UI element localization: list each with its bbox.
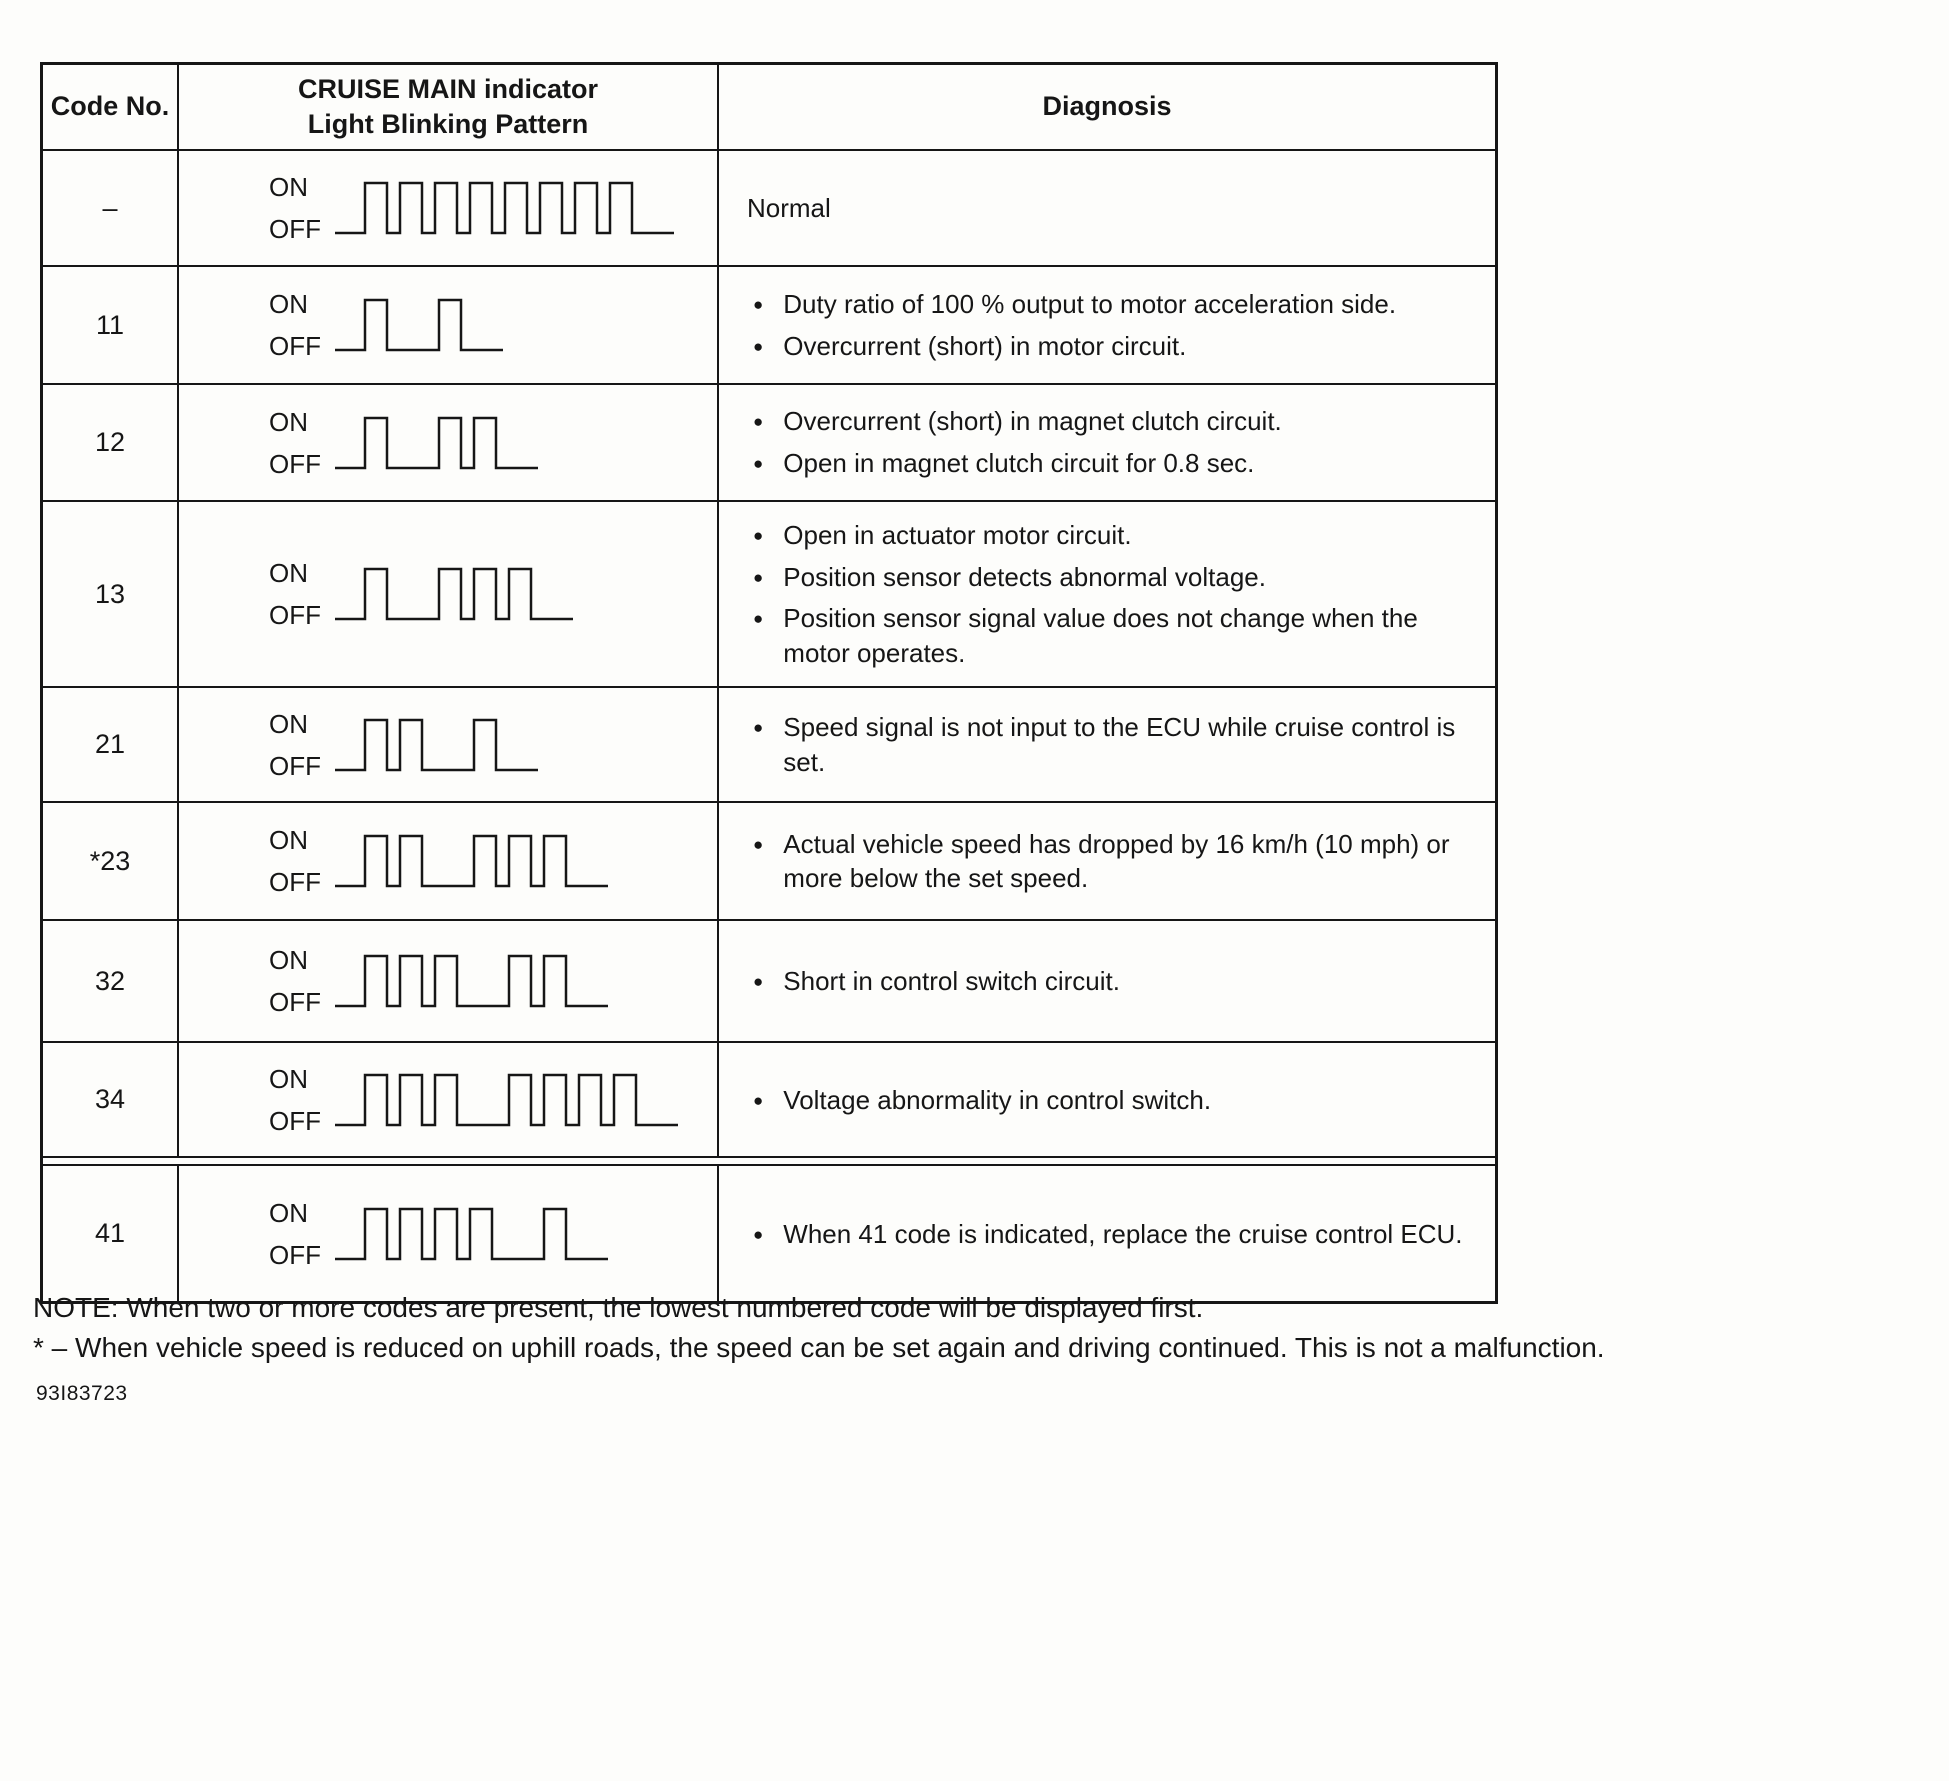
waveform-labels — [269, 708, 321, 781]
diagnosis-text: Speed signal is not input to the ECU while cruise control is set. — [783, 712, 1456, 777]
waveform-on-label: ON — [269, 1063, 308, 1094]
table-row — [43, 151, 1495, 265]
blink-pattern-waveform — [331, 712, 542, 778]
waveform-labels — [269, 1197, 321, 1270]
diagnosis-cell — [719, 1166, 1495, 1301]
diagnosis-text: Open in magnet clutch circuit for 0.8 sec. — [783, 448, 1255, 478]
waveform-off-label: OFF — [269, 1239, 321, 1270]
waveform-on-label: ON — [269, 825, 308, 856]
diagnosis-cell — [719, 502, 1495, 686]
bullet-icon: ● — [753, 609, 764, 629]
waveform-labels — [269, 825, 321, 898]
waveform-off-label: OFF — [269, 987, 321, 1018]
diagnosis-list — [747, 287, 1481, 363]
waveform-labels — [269, 174, 321, 242]
waveform-labels — [269, 406, 321, 479]
table-row — [43, 919, 1495, 1041]
diagnosis-cell — [719, 1043, 1495, 1156]
diagnosis-cell — [719, 803, 1495, 919]
blink-pattern-waveform — [331, 828, 612, 894]
code-value: 32 — [94, 965, 126, 996]
diagnosis-item — [747, 827, 1481, 896]
diagnosis-item — [747, 710, 1481, 779]
header-diagnosis — [719, 65, 1495, 149]
diagnosis-list — [747, 1083, 1481, 1118]
table-row — [43, 383, 1495, 500]
diagnosis-cell — [719, 921, 1495, 1041]
diagnosis-cell — [719, 688, 1495, 801]
diagnosis-item — [747, 446, 1481, 481]
pattern-cell — [179, 1043, 719, 1156]
waveform-on-label: ON — [269, 558, 308, 589]
code-cell — [43, 688, 179, 801]
diagnosis-text: Normal — [747, 192, 831, 223]
diagnosis-item — [747, 1217, 1481, 1252]
bullet-icon: ● — [753, 567, 764, 587]
diagnosis-item — [747, 287, 1481, 322]
code-cell — [43, 921, 179, 1041]
bullet-icon: ● — [753, 336, 764, 356]
bullet-icon: ● — [753, 718, 764, 738]
blink-pattern-waveform — [331, 175, 678, 241]
waveform-off-label: OFF — [269, 867, 321, 898]
waveform-on-label: ON — [269, 172, 308, 202]
diagnosis-item — [747, 1083, 1481, 1118]
diagnosis-item — [747, 964, 1481, 999]
pattern-cell — [179, 688, 719, 801]
code-cell — [43, 267, 179, 383]
bullet-icon: ● — [753, 294, 764, 314]
note-asterisk: * – When vehicle speed is reduced on uphill roads, the speed can be set again and driving continued. This is not a malfunction. — [33, 1331, 1605, 1363]
diagnosis-list — [747, 827, 1481, 896]
waveform-off-label: OFF — [269, 214, 321, 244]
code-value: *23 — [89, 845, 131, 876]
diagnosis-cell — [719, 151, 1495, 265]
footnotes — [33, 1288, 1913, 1368]
diagnosis-text: Short in control switch circuit. — [783, 966, 1120, 997]
table-row — [43, 265, 1495, 383]
diagnosis-item — [747, 518, 1481, 553]
waveform-off-label: OFF — [269, 448, 321, 479]
bullet-icon: ● — [753, 526, 764, 545]
waveform-on-label: ON — [269, 945, 308, 976]
bullet-icon: ● — [753, 412, 764, 432]
blink-pattern-waveform — [331, 1201, 612, 1267]
bullet-icon: ● — [753, 1090, 764, 1110]
diagnosis-list — [747, 1217, 1481, 1252]
pattern-cell — [179, 385, 719, 500]
code-cell — [43, 151, 179, 265]
diagnosis-item — [747, 560, 1481, 595]
diagnosis-text: Overcurrent (short) in motor circuit. — [783, 330, 1187, 361]
code-value: 11 — [95, 309, 125, 340]
waveform-labels — [269, 291, 321, 359]
bullet-icon: ● — [753, 454, 764, 473]
bullet-icon: ● — [753, 834, 764, 854]
code-value: 13 — [94, 578, 126, 609]
diagnosis-cell — [719, 267, 1495, 383]
waveform-labels — [269, 1063, 321, 1136]
code-cell — [43, 1043, 179, 1156]
header-diagnosis-label: Diagnosis — [1042, 91, 1172, 122]
blink-pattern-waveform — [331, 410, 542, 476]
waveform-off-label: OFF — [269, 750, 321, 781]
pattern-cell — [179, 502, 719, 686]
diagnosis-list — [747, 518, 1481, 670]
code-value: – — [102, 192, 118, 223]
table-row — [43, 1041, 1495, 1156]
pattern-cell — [179, 267, 719, 383]
table-row — [43, 1164, 1495, 1301]
header-code-no — [43, 65, 179, 149]
bullet-icon: ● — [753, 1224, 764, 1244]
code-cell — [43, 803, 179, 919]
diagnosis-item — [747, 191, 1481, 226]
code-cell — [43, 385, 179, 500]
diagnosis-text: Position sensor detects abnormal voltage. — [783, 561, 1266, 592]
diagnosis-item — [747, 329, 1481, 364]
header-blinking-pattern — [179, 65, 719, 149]
code-value: 12 — [94, 427, 126, 457]
code-value: 34 — [94, 1084, 126, 1115]
diagnosis-text: Open in actuator motor circuit. — [783, 520, 1132, 550]
diagnosis-text: When 41 code is indicated, replace the cruise control ECU. — [783, 1218, 1463, 1249]
header-code-no-label: Code No. — [50, 91, 170, 122]
table-body — [43, 151, 1495, 1301]
waveform-off-label: OFF — [269, 600, 321, 631]
header-pattern-line2: Light Blinking Pattern — [307, 109, 589, 139]
blink-pattern-waveform — [331, 1067, 682, 1133]
diagnosis-item — [747, 404, 1481, 439]
diagnostic-code-table — [40, 62, 1498, 1304]
diagnosis-list — [747, 710, 1481, 779]
blink-pattern-waveform — [331, 561, 577, 627]
pattern-cell — [179, 151, 719, 265]
document-number: 93I83723 — [36, 1382, 128, 1405]
diagnosis-list — [747, 964, 1481, 999]
code-cell — [43, 502, 179, 686]
note-lowest-code: NOTE: When two or more codes are present, the lowest numbered code will be displayed first. — [33, 1292, 1204, 1323]
waveform-on-label: ON — [269, 708, 308, 739]
waveform-off-label: OFF — [269, 331, 321, 361]
diagnosis-list — [747, 404, 1481, 480]
diagnosis-text: Overcurrent (short) in magnet clutch circuit. — [783, 406, 1282, 437]
table-header-row — [43, 65, 1495, 151]
blink-pattern-waveform — [331, 948, 612, 1014]
waveform-labels — [269, 945, 321, 1018]
code-value: 41 — [94, 1218, 126, 1249]
waveform-labels — [269, 558, 321, 631]
table-row — [43, 801, 1495, 919]
code-cell — [43, 1166, 179, 1301]
diagnosis-text: Actual vehicle speed has dropped by 16 km/h (10 mph) or more below the set speed. — [783, 828, 1450, 894]
pattern-cell — [179, 921, 719, 1041]
table-row — [43, 686, 1495, 801]
code-value: 21 — [94, 729, 126, 760]
diagnosis-cell — [719, 385, 1495, 500]
table-row — [43, 500, 1495, 686]
waveform-on-label: ON — [269, 289, 308, 319]
diagnosis-item — [747, 601, 1481, 670]
header-pattern-line1: CRUISE MAIN indicator — [297, 73, 599, 104]
diagnosis-text: Duty ratio of 100 % output to motor acceleration side. — [783, 288, 1397, 319]
diagnosis-text: Voltage abnormality in control switch. — [783, 1084, 1212, 1115]
waveform-on-label: ON — [269, 406, 308, 437]
blink-pattern-waveform — [331, 292, 507, 358]
pattern-cell — [179, 1166, 719, 1301]
bullet-icon: ● — [753, 972, 764, 992]
waveform-on-label: ON — [269, 1197, 308, 1228]
diagnosis-list — [747, 191, 1481, 226]
pattern-cell — [179, 803, 719, 919]
waveform-off-label: OFF — [269, 1105, 321, 1136]
diagnosis-text: Position sensor signal value does not change when the motor operates. — [783, 603, 1418, 668]
